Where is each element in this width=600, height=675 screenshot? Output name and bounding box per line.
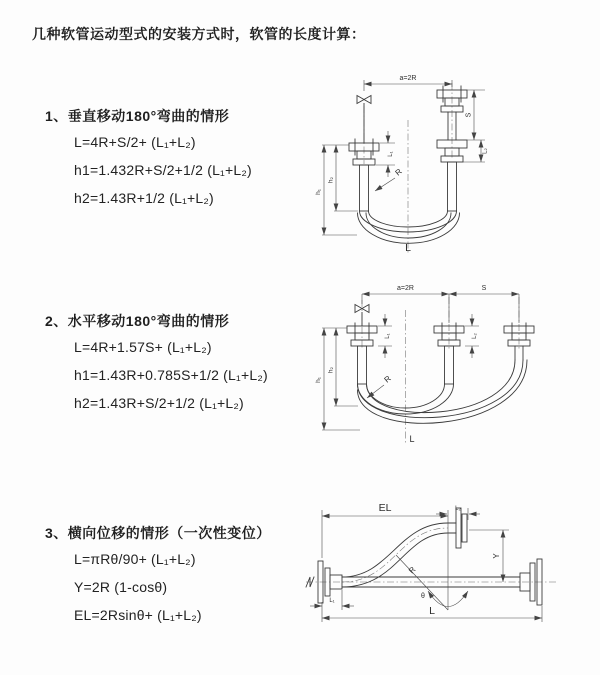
centerlines — [362, 297, 519, 444]
dim-label-a2r: a=2R — [397, 285, 414, 292]
section-1-formula-l: L=4R+S/2+ (L₁+L₂) — [74, 134, 196, 150]
centerlines — [364, 83, 452, 254]
braided-hose-section — [448, 162, 457, 211]
dim-label-r: R — [393, 166, 404, 178]
dimension-lines — [322, 80, 485, 235]
section-3-formula-el: EL=2Rsinθ+ (L₁+L₂) — [74, 607, 202, 623]
dim-label-l1: L₁ — [329, 598, 335, 604]
dimension-labels — [329, 502, 501, 617]
section-3-formula-y: Y=2R (1-cosθ) — [74, 579, 168, 595]
diagram-lateral-displacement — [298, 498, 598, 660]
section-1-formula-h1: h1=1.432R+S/2+1/2 (L₁+L₂) — [74, 162, 252, 178]
dim-label-l1: L₁ — [385, 333, 391, 339]
hose-displaced-position — [342, 523, 448, 577]
section-2-formula-h1: h1=1.43R+0.785S+1/2 (L₁+L₂) — [74, 367, 268, 383]
braided-hose-section — [360, 165, 369, 211]
section-1-formula-h2: h2=1.43R+1/2 (L₁+L₂) — [74, 190, 214, 206]
dim-label-a2r: a=2R — [399, 75, 417, 82]
section-1-heading: 1、垂直移动180°弯曲的情形 — [45, 108, 230, 124]
dim-label-r: R — [406, 564, 418, 576]
hose-assembly — [347, 305, 534, 424]
radius-line — [396, 555, 448, 610]
dim-label-theta: θ — [421, 593, 425, 600]
braided-hose-section — [445, 346, 454, 384]
dim-label-l1: L₁ — [388, 151, 394, 157]
dim-label-h2: h₂ — [327, 366, 335, 374]
section-2-formula-l: L=4R+1.57S+ (L₁+L₂) — [74, 339, 212, 355]
dim-label-s: S — [465, 112, 473, 118]
dim-label-h2: h₂ — [327, 176, 335, 184]
dim-label-y: Y — [492, 553, 501, 559]
diagram-horizontal-180-bend — [312, 282, 597, 457]
valve-icon — [357, 96, 371, 104]
dim-label-s: S — [481, 285, 487, 292]
dim-label-l2: L₂ — [482, 148, 489, 154]
dim-label-h1: h₁ — [315, 377, 322, 383]
dim-label-l2: L₂ — [472, 333, 478, 339]
dim-label-el: EL — [378, 502, 392, 514]
dim-label-l: L — [405, 242, 411, 254]
dim-label-l: L — [409, 434, 415, 444]
dim-label-r: R — [382, 373, 393, 385]
section-3-formula-l: L=πRθ/90+ (L₁+L₂) — [74, 551, 196, 567]
diagram-vertical-180-bend — [312, 68, 587, 263]
hose-assembly — [306, 508, 542, 605]
section-3-heading: 3、横向位移的情形（一次性变位） — [45, 525, 271, 541]
dim-label-h1: h₁ — [315, 189, 322, 195]
braided-hose-section — [358, 346, 367, 384]
dimension-labels — [315, 285, 487, 444]
section-2-heading: 2、水平移动180°弯曲的情形 — [45, 313, 230, 329]
dim-label-l2: L₂ — [455, 506, 461, 512]
section-2-formula-h2: h2=1.43R+S/2+1/2 (L₁+L₂) — [74, 395, 244, 411]
dimension-lines — [310, 508, 542, 622]
page-title: 几种软管运动型式的安装方式时，软管的长度计算： — [32, 26, 366, 42]
dim-label-l: L — [429, 605, 435, 617]
